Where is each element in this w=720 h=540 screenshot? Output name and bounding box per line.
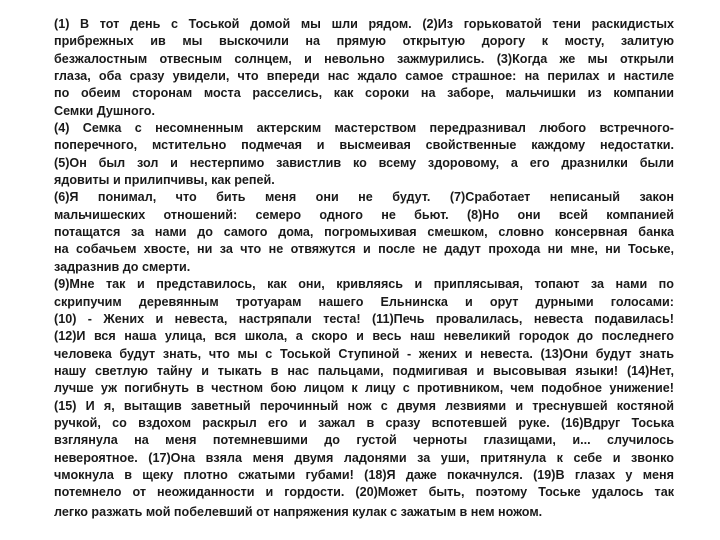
text-line: (12)И вся наша улица, вся школа, а скоро и весь наш невеликий городок до последнего: [54, 329, 674, 344]
document-body: [54, 16, 674, 502]
text-line: (6)Я понимал, что бить меня они не будут. (7)Сработает неписаный закон: [54, 190, 674, 205]
text-line: задразнив до смерти.: [54, 259, 191, 274]
text-line: глаза, оба сразу увидели, что впереди нас ждало самое страшное: на перилах и настиле: [54, 69, 674, 84]
text-line: лучше уж погибнуть в честном бою лицом к лицу с противником, чем подобное унижение!: [54, 381, 674, 396]
text-line: (4) Семка с несомненным актерским мастерством передразнивал любого встречного-: [54, 121, 674, 136]
text-line: Семки Душного.: [54, 103, 155, 118]
text-line: мальчишеских отношений: семеро одного не бьют. (8)Но они всей компанией: [54, 207, 674, 222]
text-line: по обеим сторонам моста расселись, как сороки на заборе, мальчишки из компании: [54, 86, 674, 101]
text-line: на собачьем хвосте, ни за что не отвяжутся и после не дадут прохода ни мне, ни Тоське,: [54, 242, 674, 257]
text-line: поперечного, мстительно подмечая и высмеивая свойственные каждому недостатки.: [54, 138, 674, 153]
text-line: (5)Он был зол и нестерпимо завистлив ко всему здоровому, а его дразнилки были: [54, 155, 674, 170]
text-line: невероятное. (17)Она взяла меня двумя ладонями за уши, притянула к себе и звонко: [54, 450, 674, 465]
text-line: нашу светлую тайну и тыкать в нас пальцами, подмигивая и высовывая языки! (14)Нет,: [54, 363, 674, 378]
text-line: (15) И я, вытащив заветный перочинный нож с двумя лезвиями и треснувшей костяной: [54, 398, 674, 413]
text-line: ядовиты и прилипчивы, как репей.: [54, 173, 275, 188]
text-line: ручкой, со вздохом раскрыл его и зажал в сразу вспотевшей руке. (16)Вдруг Тоська: [54, 415, 674, 430]
text-line: (9)Мне так и представилось, как они, кривляясь и приплясывая, топают за нами по: [54, 277, 674, 292]
text-line: прибрежных ив мы выскочили на прямую открытую дорогу к мосту, залитую: [54, 34, 674, 49]
text-line: (10) - Жених и невеста, настряпали теста! (11)Печь провалилась, невеста подавилась!: [54, 311, 674, 326]
text-line: скрипучим деревянным тротуарам нашего Ельнинска и орут дурными голосами:: [54, 294, 674, 309]
text-line: человека будут знать, что мы с Тоськой Ступиной - жених и невеста. (13)Они будут знать: [54, 346, 674, 361]
text-line: потащатся за нами до самого дома, погромыхивая смешком, словно консервная банка: [54, 225, 674, 240]
text-line: взглянула на меня потемневшими до густой черноты глазищами, и... случилось: [54, 433, 674, 448]
final-line: легко разжать мой побелевший от напряжения кулак с зажатым в нем ножом.: [54, 505, 543, 519]
text-line: безжалостным отвесным солнцем, и невольно зажмурились. (3)Когда же мы открыли: [54, 51, 674, 66]
text-line: потемнело от неожиданности и гордости. (20)Может быть, поэтому Тоське удалось так: [54, 485, 674, 500]
text-line: (1) В тот день с Тоськой домой мы шли рядом. (2)Из горьковатой тени раскидистых: [54, 17, 674, 31]
text-line: чмокнула в щеку плотно сжатыми губами! (18)Я даже покачнулся. (19)В глазах у меня: [54, 467, 674, 482]
